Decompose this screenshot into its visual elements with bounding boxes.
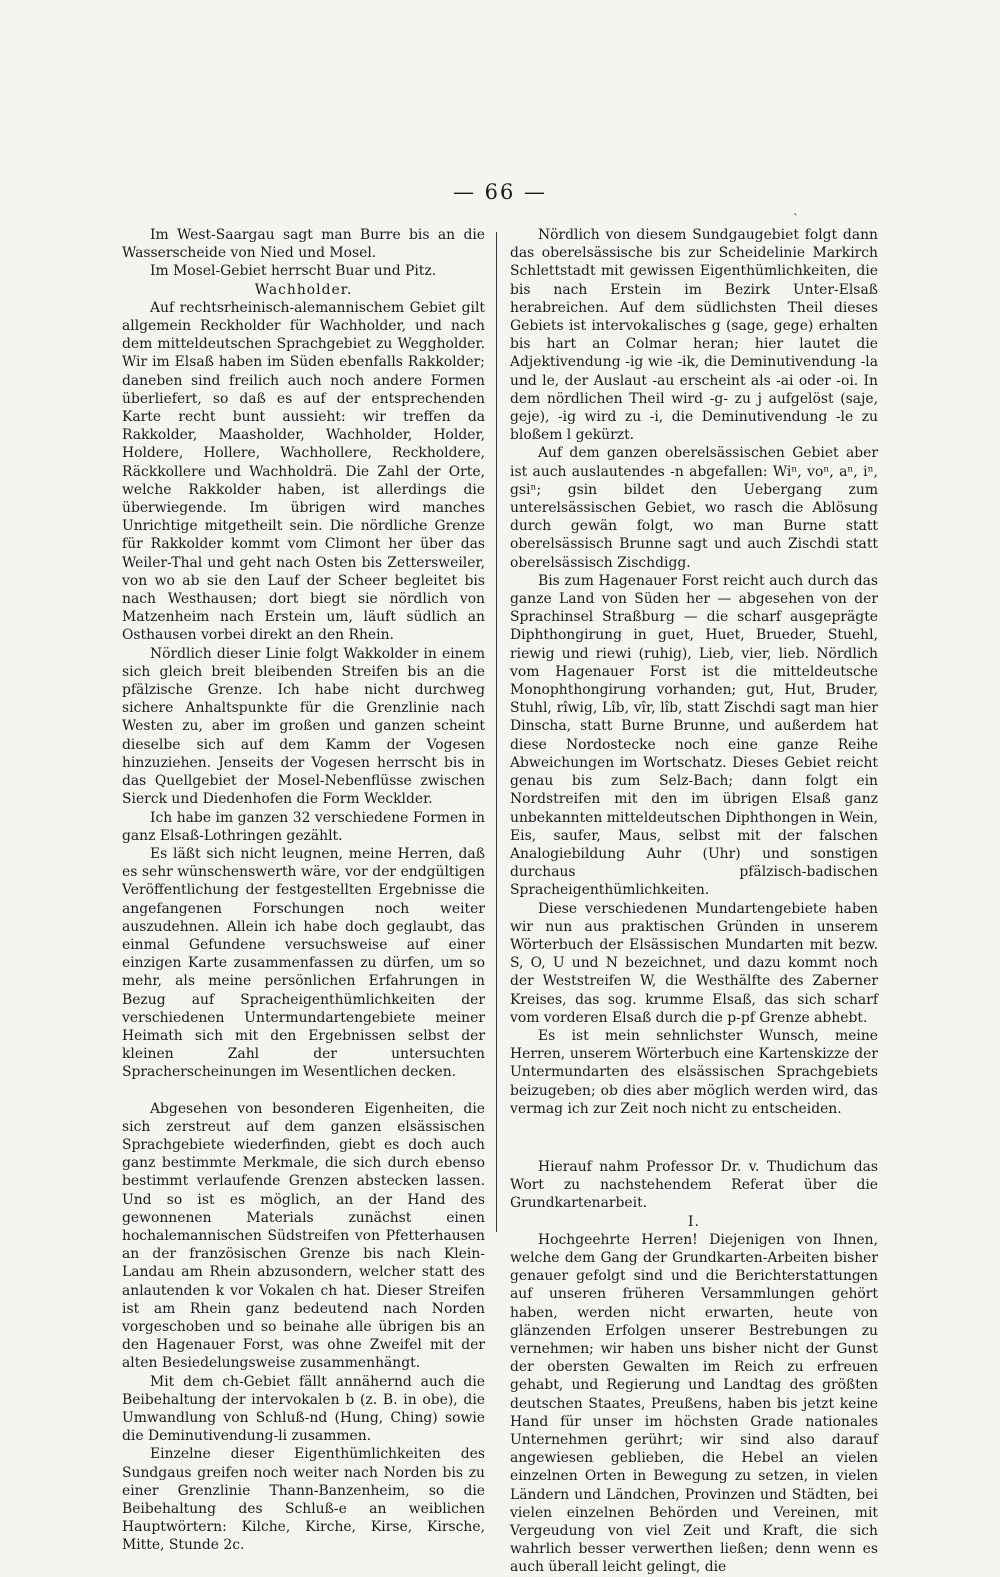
paragraph: Im West-Saargau sagt man Burre bis an die Wasserscheide von Nied und Mosel.: [122, 227, 485, 262]
stray-mark: ˋ: [793, 212, 799, 226]
paragraph: Nördlich dieser Linie folgt Wakkolder in einem sich gleich breit bleibenden Streifen bis an die pfälzische Grenze. Ich habe nicht durchweg sichere Anhaltspunkte für die Grenzlinie nach Westen zu, aber im großen und ganzen scheint dieselbe sich auf dem Kamm der Vogesen hinzuziehen. Jenseits der Vogesen herrscht bis in das Quellgebiet der Mosel-Nebenflüsse zwischen Sierck und Diedenhofen die Form Wecklder.: [122, 645, 485, 808]
right-column: [510, 226, 878, 1577]
section-heading: I.: [688, 1213, 700, 1230]
paragraph: Hochgeehrte Herren! Diejenigen von Ihnen, welche dem Gang der Grundkarten-Arbeiten bisher genauer gefolgt sind und die Berichterstattungen auf unseren früheren Versammlungen gehört haben, werden nicht erwarten, heute von glänzenden Erfolgen unserer Bestrebungen zu vernehmen; wir haben uns bisher nicht der Gunst der obersten Gewalten im Reich zu erfreuen gehabt, und Regierung und Landtag des größten deutschen Staates, Preußens, haben bis jetzt keine Hand für unser im höchsten Grade nationales Unternehmen gerührt; wir sind also darauf angewiesen geblieben, die Hebel an vielen einzelnen Orten in Bewegung zu setzen, in vielen Ländern und Ländchen, Provinzen und Städten, bei vielen einzelnen Behörden und Vereinen, mit Vergeudung von viel Zeit und Kraft, die sich wahrlich besser verwerthen ließen; denn wenn es auch überall leicht gelingt, die: [510, 1231, 878, 1576]
paragraph: Diese verschiedenen Mundartengebiete haben wir nun aus praktischen Gründen in unserem Wörterbuch der Elsässischen Mundarten mit bezw. S, O, U und N bezeichnet, und dazu kommt noch der Weststreifen W, die Westhälfte des Zaberner Kreises, das sog. krumme Elsaß, das sich scharf vom vorderen Elsaß durch die p-pf Grenze abhebt.: [510, 900, 878, 1026]
page-number: — 66 —: [452, 180, 548, 204]
paragraph: Bis zum Hagenauer Forst reicht auch durch das ganze Land von Süden her — abgesehen von der Sprachinsel Straßburg — die scharf ausgeprägte Diphthongirung in guet, Huet, Brueder, Stuehl, riewig und riewi (ruhig), Lieb, vier, lieb. Nördlich vom Hagenauer Forst ist die mitteldeutsche Monophthongirung vorhanden; gut, Hut, Bruder, Stuhl, rîwig, Lîb, vîr, lîb, statt Zischdi sagt man hier Dinscha, statt Burne Brunne, und außerdem hat diese Nordostecke noch eine ganze Reihe Abweichungen im Wortschatz. Dieses Gebiet reicht genau bis zum Selz-Bach; dann folgt ein Nordstreifen mit den im übrigen Elsaß ganz unbekannten mitteldeutschen Diphthongen in Wein, Eis, saufer, Maus, selbst mit der falschen Analogiebildung Auhr (Uhr) und sonstigen durchaus pfälzisch-badischen Spracheigenthümlichkeiten.: [510, 572, 878, 899]
paragraph: Nördlich von diesem Sundgaugebiet folgt dann das oberelsässische bis zur Scheidelinie Markirch Schlettstadt mit gewissen Eigenthümlichkeiten, die bis nach Erstein im Bezirk Unter-Elsaß herabreichen. Auf dem südlichsten Theil dieses Gebiets ist intervokalisches g (sage, gege) erhalten bis hart an Colmar heran; hier lautet die Adjektivendung -ig wie -ik, die Deminutivendung -la und le, der Auslaut -au erscheint als -ai oder -oi. In dem nördlichen Theil wird -g- zu j aufgelöst (saje, geje), -ig wird zu -i, die Deminutivendung -le zu bloßem l gekürzt.: [510, 227, 878, 444]
paragraph: Im Mosel-Gebiet herrscht Buar und Pitz.: [150, 263, 437, 280]
paragraph: Auf dem ganzen oberelsässischen Gebiet aber ist auch auslautendes -n abgefallen: Wiⁿ, voⁿ, aⁿ, iⁿ, gsiⁿ; gsin bildet den Uebergang zum unterelsässischen Gebiet, wo rasch die Ablösung durch gewän folgt, wo man Burne statt oberelsässisch Brunne sagt und auch Zischdi statt oberelsässisch Zischdigg.: [510, 445, 878, 571]
paragraph: Es ist mein sehnlichster Wunsch, meine Herren, unserem Wörterbuch eine Kartenskizze der Untermundarten des elsässischen Sprachgebiets beizugeben; ob dies aber möglich werden wird, das vermag ich zur Zeit noch nicht zu entscheiden.: [510, 1027, 878, 1117]
paragraph: Es läßt sich nicht leugnen, meine Herren, daß es sehr wünschenswerth wäre, vor der endgültigen Veröffentlichung der festgestellten Ergebnisse die angefangenen Forschungen noch weiter auszudehnen. Allein ich habe doch geglaubt, das einmal Gefundene versuchsweise auf einer einzigen Karte zusammenfassen zu dürfen, um so mehr, als meine persönlichen Erfahrungen in Bezug auf Spracheigenthümlichkeiten der verschiedenen Untermundartengebiete meiner Heimath sich mit den Ergebnissen selbst der kleinen Zahl der untersuchten Spracherscheinungen im Wesentlichen decken.: [122, 845, 485, 1081]
paragraph: Auf rechtsrheinisch-alemannischem Gebiet gilt allgemein Reckholder für Wachholder, und nach dem mitteldeutschen Sprachgebiet zu Weggholder. Wir im Elsaß haben im Süden ebenfalls Rakkolder; daneben sind freilich auch noch andere Formen überliefert, so daß es auf der entsprechenden Karte recht bunt aussieht: wir treffen da Rakkolder, Maasholder, Wachholder, Holder, Holdere, Hollere, Wachhollere, Reckholdere, Räckkollere und Wachholdrä. Die Zahl der Orte, welche Rakkolder haben, ist allerdings die überwiegende. Im übrigen wird manches Unrichtige mitgetheilt sein. Die nördliche Grenze für Rakkolder kommt vom Climont her über das Weiler-Thal und geht nach Osten bis Zettersweiler, von wo ab sie den Lauf der Scheer begleitet bis nach Westhausen; dort biegt sie nördlich von Matzenheim nach Erstein um, läuft südlich an Osthausen vorbei direkt an den Rhein.: [122, 299, 485, 644]
paragraph: Hierauf nahm Professor Dr. v. Thudichum das Wort zu nachstehendem Referat über die Grundkartenarbeit.: [510, 1158, 878, 1212]
section-heading: Wachholder.: [254, 281, 353, 298]
paragraph: Ich habe im ganzen 32 verschiedene Formen in ganz Elsaß-Lothringen gezählt.: [122, 809, 485, 844]
paragraph: Mit dem ch-Gebiet fällt annähernd auch die Beibehaltung der intervokalen b (z. B. in obe), die Umwandlung von Schluß-nd (Hung, Ching) sowie die Deminutivendung-li zusammen.: [122, 1373, 485, 1445]
paragraph-spacer: [122, 1082, 485, 1100]
paragraph: Abgesehen von besonderen Eigenheiten, die sich zerstreut auf dem ganzen elsässischen Sprachgebiete wiederfinden, giebt es doch auch ganz bestimmte Merkmale, die sich durch ebenso bestimmt verlaufende Grenzen abstecken lassen. Und so ist es möglich, an der Hand des gewonnenen Materials zunächst einen hochalemannischen Südstreifen von Pfetterhausen an der französischen Grenze bis nach Klein-Landau am Rhein abzusondern, welcher statt des anlautenden k vor Vokalen ch hat. Dieser Streifen ist am Rhein ganz bedeutend nach Norden vorgeschoben und so beinahe alle übrigen bis an den Hagenauer Forst, was ohne Zweifel mit der alten Besiedelungsweise zusammenhängt.: [122, 1100, 485, 1372]
left-column: [122, 226, 485, 1555]
column-divider: [496, 232, 497, 1232]
section-spacer: [510, 1118, 878, 1158]
paragraph: Einzelne dieser Eigenthümlichkeiten des Sundgaus greifen noch weiter nach Norden bis zu einer Grenzlinie Thann-Banzenheim, so die Beibehaltung des Schluß-e an weiblichen Hauptwörtern: Kilche, Kirche, Kirse, Kirsche, Mitte, Stunde 2c.: [122, 1446, 485, 1554]
